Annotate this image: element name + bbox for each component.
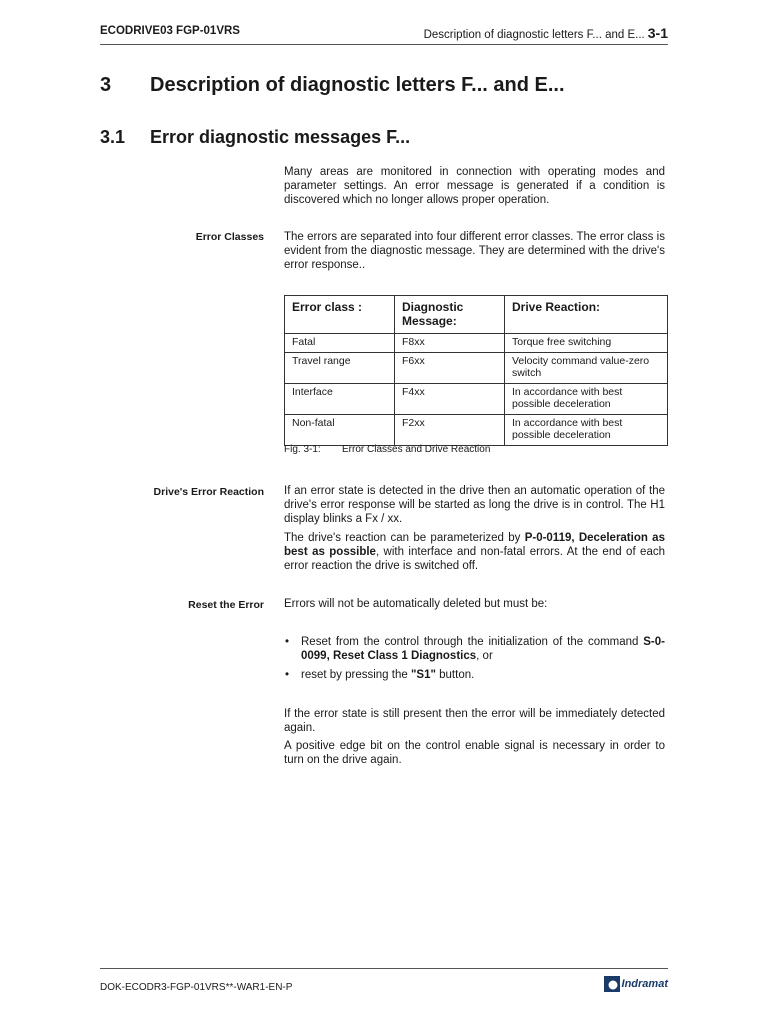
drive-reaction-paragraph-1: If an error state is detected in the drive then an automatic operation of the drive's error response will be started as long the drive is in control. The H1 display blinks a Fx / xx. (284, 485, 665, 525)
table-row (285, 384, 668, 415)
header-doc-id: ECODRIVE03 FGP-01VRS (100, 25, 240, 37)
figure-caption (284, 444, 490, 455)
table-cell: Velocity command value-zero switch (505, 353, 668, 384)
table-row (285, 415, 668, 446)
footer-divider (100, 968, 668, 969)
table-cell: Interface (285, 384, 395, 415)
margin-label-error-classes: Error Classes (195, 231, 264, 243)
section-number: 3.1 (100, 127, 126, 147)
drive-reaction-text-1: The drive's reaction can be parameterized by (284, 532, 525, 544)
table-cell: In accordance with best possible deceleration (505, 415, 668, 446)
footer-doc-code: DOK-ECODR3-FGP-01VRS**-WAR1-EN-P (100, 982, 293, 993)
page-number: 3-1 (647, 25, 668, 41)
table-header: Diagnostic Message: (395, 296, 505, 334)
table-cell: F2xx (395, 415, 505, 446)
table-row (285, 353, 668, 384)
reset-paragraph-2: A positive edge bit on the control enable signal is necessary in order to turn on the drive again. (284, 740, 665, 766)
margin-label-reset: Reset the Error (188, 599, 264, 611)
reset-paragraph-1: If the error state is still present then the error will be immediately detected again. (284, 708, 665, 734)
chapter-title: Description of diagnostic letters F... and E... (150, 74, 565, 96)
list-item-text: , or (476, 650, 493, 662)
table-cell: F6xx (395, 353, 505, 384)
reset-options-list (284, 635, 665, 682)
table-cell: In accordance with best possible deceleration (505, 384, 668, 415)
table-header: Error class : (285, 296, 395, 334)
margin-label-drive-reaction: Drive's Error Reaction (153, 486, 264, 498)
table-cell: F8xx (395, 334, 505, 353)
list-item (284, 668, 665, 682)
logo-text: Indramat (621, 978, 668, 990)
error-class-table (284, 295, 668, 446)
parameter-reference: P-0-0119, Deceleration as best as possible (284, 532, 665, 558)
intro-paragraph: Many areas are monitored in connection with operating modes and parameter settings. An error message is generated if a condition is discovered which no longer allows proper operation. (284, 166, 665, 206)
list-item-text: button. (435, 669, 475, 681)
table-cell: Non-fatal (285, 415, 395, 446)
figure-caption-label: Fig. 3-1: (284, 444, 321, 455)
table-cell: Fatal (285, 334, 395, 353)
indramat-logo (604, 976, 668, 992)
list-item (284, 635, 665, 663)
button-reference: "S1" (410, 669, 436, 681)
command-reference: S-0-0099, Reset Class 1 Diagnostics (301, 636, 665, 662)
table-row (285, 334, 668, 353)
table-header: Drive Reaction: (505, 296, 668, 334)
drive-reaction-text-2: , with interface and non-fatal errors. At the end of each error reaction the drive is switched off. (284, 546, 665, 572)
header-divider (100, 44, 668, 45)
error-classes-paragraph: The errors are separated into four different error classes. The error class is evident from the diagnostic message. They are determined with the drive's error response.. (284, 231, 665, 271)
table-cell: F4xx (395, 384, 505, 415)
figure-caption-text: Error Classes and Drive Reaction (342, 444, 491, 455)
header-chapter-title (424, 25, 668, 41)
table-cell: Torque free switching (505, 334, 668, 353)
section-title: Error diagnostic messages F... (150, 127, 411, 147)
drive-reaction-paragraph-2 (284, 531, 665, 573)
table-cell: Travel range (285, 353, 395, 384)
reset-intro: Errors will not be automatically deleted but must be: (284, 598, 548, 610)
header-chapter-text: Description of diagnostic letters F... and E... (423, 29, 645, 41)
chapter-number: 3 (100, 74, 112, 96)
list-item-text: reset by pressing the (301, 669, 411, 681)
logo-icon (604, 976, 620, 992)
list-item-text: Reset from the control through the initialization of the command (301, 636, 644, 648)
